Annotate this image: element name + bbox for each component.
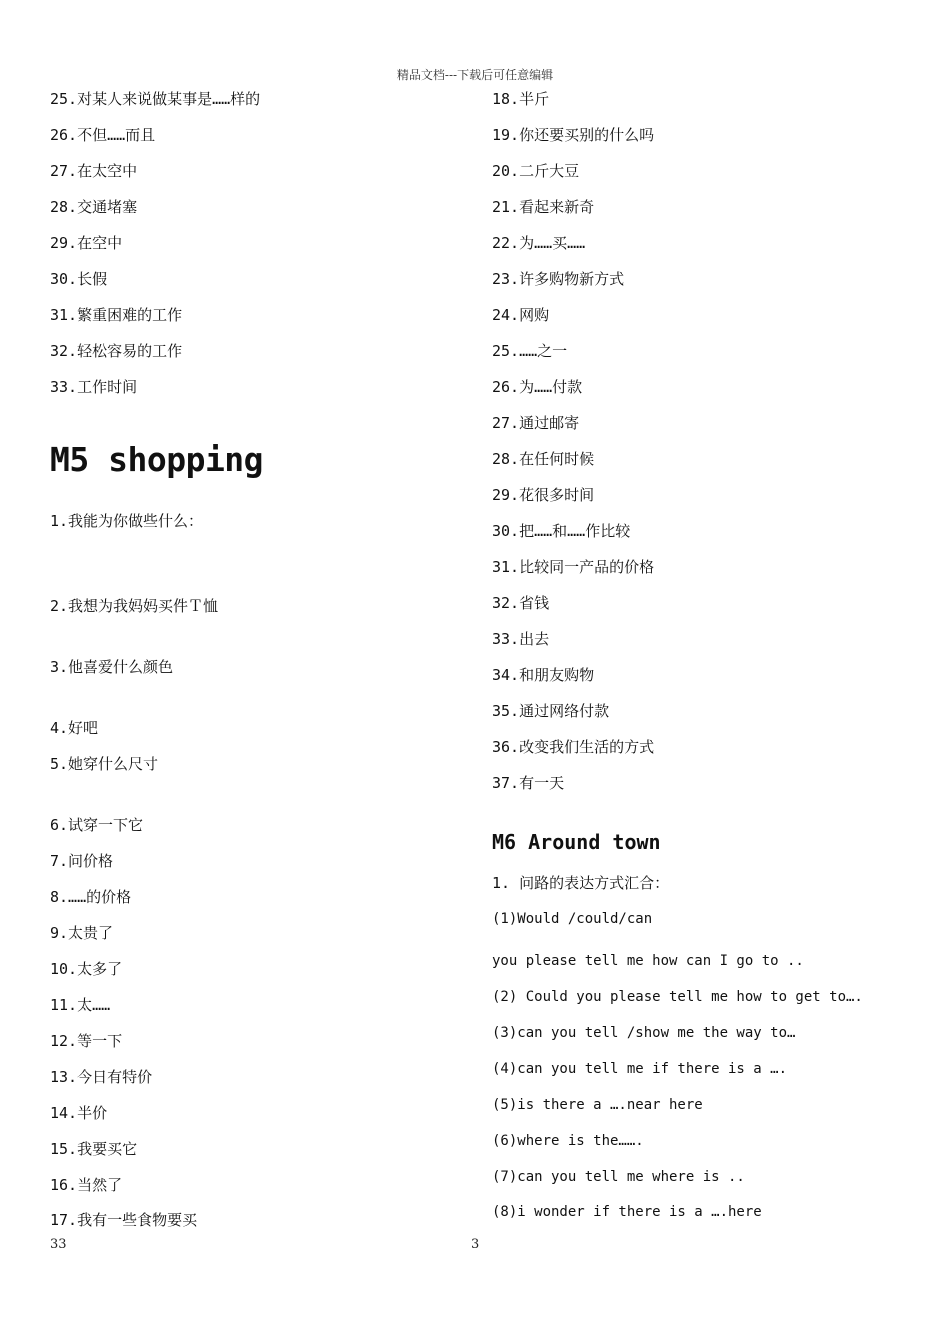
list-item: (3)can you tell /show me the way to… — [492, 1025, 796, 1041]
list-item: 23.许多购物新方式 — [492, 270, 625, 288]
list-item: 33.工作时间 — [50, 378, 138, 396]
list-item: 31.比较同一产品的价格 — [492, 558, 655, 576]
section-heading-m5: M5 shopping — [50, 440, 264, 479]
list-item: 25.对某人来说做某事是……样的 — [50, 90, 261, 108]
list-item: 27.在太空中 — [50, 162, 138, 180]
list-item: 18.半斤 — [492, 90, 550, 108]
list-item: 26.为……付款 — [492, 378, 583, 396]
list-item: 3.他喜爱什么颜色 — [50, 658, 174, 676]
list-item: 7.问价格 — [50, 852, 114, 870]
list-item: you please tell me how can I go to .. — [492, 953, 804, 969]
list-item: 32.轻松容易的工作 — [50, 342, 183, 360]
list-item: 1.我能为你做些什么： — [50, 512, 204, 530]
list-item: (1)Would /could/can — [492, 911, 653, 927]
list-item: 20.二斤大豆 — [492, 162, 580, 180]
list-item: 22.为……买…… — [492, 234, 586, 252]
list-item: 26.不但……而且 — [50, 126, 156, 144]
list-item: 2.我想为我妈妈买件Ｔ恤 — [50, 597, 219, 615]
list-item: (7)can you tell me where is .. — [492, 1169, 745, 1185]
list-item: 28.交通堵塞 — [50, 198, 138, 216]
list-item: 35.通过网络付款 — [492, 702, 610, 720]
list-item: 21.看起来新奇 — [492, 198, 595, 216]
list-item: 14.半价 — [50, 1104, 108, 1122]
list-item: 16.当然了 — [50, 1176, 123, 1194]
list-item: 32.省钱 — [492, 594, 550, 612]
list-item: 11.太…… — [50, 996, 111, 1014]
list-item: 33.出去 — [492, 630, 550, 648]
list-item: 17.我有一些食物要买 — [50, 1211, 198, 1229]
list-item: 13.今日有特价 — [50, 1068, 153, 1086]
list-item: (5)is there a ….near here — [492, 1097, 703, 1113]
list-item: 6.试穿一下它 — [50, 816, 144, 834]
list-item: 30.长假 — [50, 270, 108, 288]
list-item: 9.太贵了 — [50, 924, 114, 942]
list-item: (6)where is the……. — [492, 1133, 644, 1149]
list-item: 28.在任何时候 — [492, 450, 595, 468]
page-number-left: 33 — [50, 1237, 67, 1252]
section-heading-m6: M6 Around town — [492, 830, 661, 854]
list-item: 19.你还要买别的什么吗 — [492, 126, 655, 144]
list-item: 5.她穿什么尺寸 — [50, 755, 159, 773]
list-item: 27.通过邮寄 — [492, 414, 580, 432]
list-item: (4)can you tell me if there is a …. — [492, 1061, 788, 1077]
list-item: 29.花很多时间 — [492, 486, 595, 504]
list-item: 24.网购 — [492, 306, 550, 324]
list-item: (2) Could you please tell me how to get to…. — [492, 989, 863, 1005]
page-header: 精品文档---下载后可任意编辑 — [396, 68, 554, 82]
list-item: 37.有一天 — [492, 774, 565, 792]
list-item: (8)i wonder if there is a ….here — [492, 1204, 762, 1220]
list-item: 4.好吧 — [50, 719, 99, 737]
list-item: 15.我要买它 — [50, 1140, 138, 1158]
list-item: 34.和朋友购物 — [492, 666, 595, 684]
list-item: 8.……的价格 — [50, 888, 132, 906]
list-item: 31.繁重困难的工作 — [50, 306, 183, 324]
list-item: 30.把……和……作比较 — [492, 522, 631, 540]
list-item: 29.在空中 — [50, 234, 123, 252]
page-number-right: 3 — [471, 1237, 480, 1252]
list-item: 10.太多了 — [50, 960, 123, 978]
list-item: 36.改变我们生活的方式 — [492, 738, 655, 756]
list-item: 1. 问路的表达方式汇合： — [492, 874, 670, 892]
list-item: 12.等一下 — [50, 1032, 123, 1050]
list-item: 25.……之一 — [492, 342, 568, 360]
